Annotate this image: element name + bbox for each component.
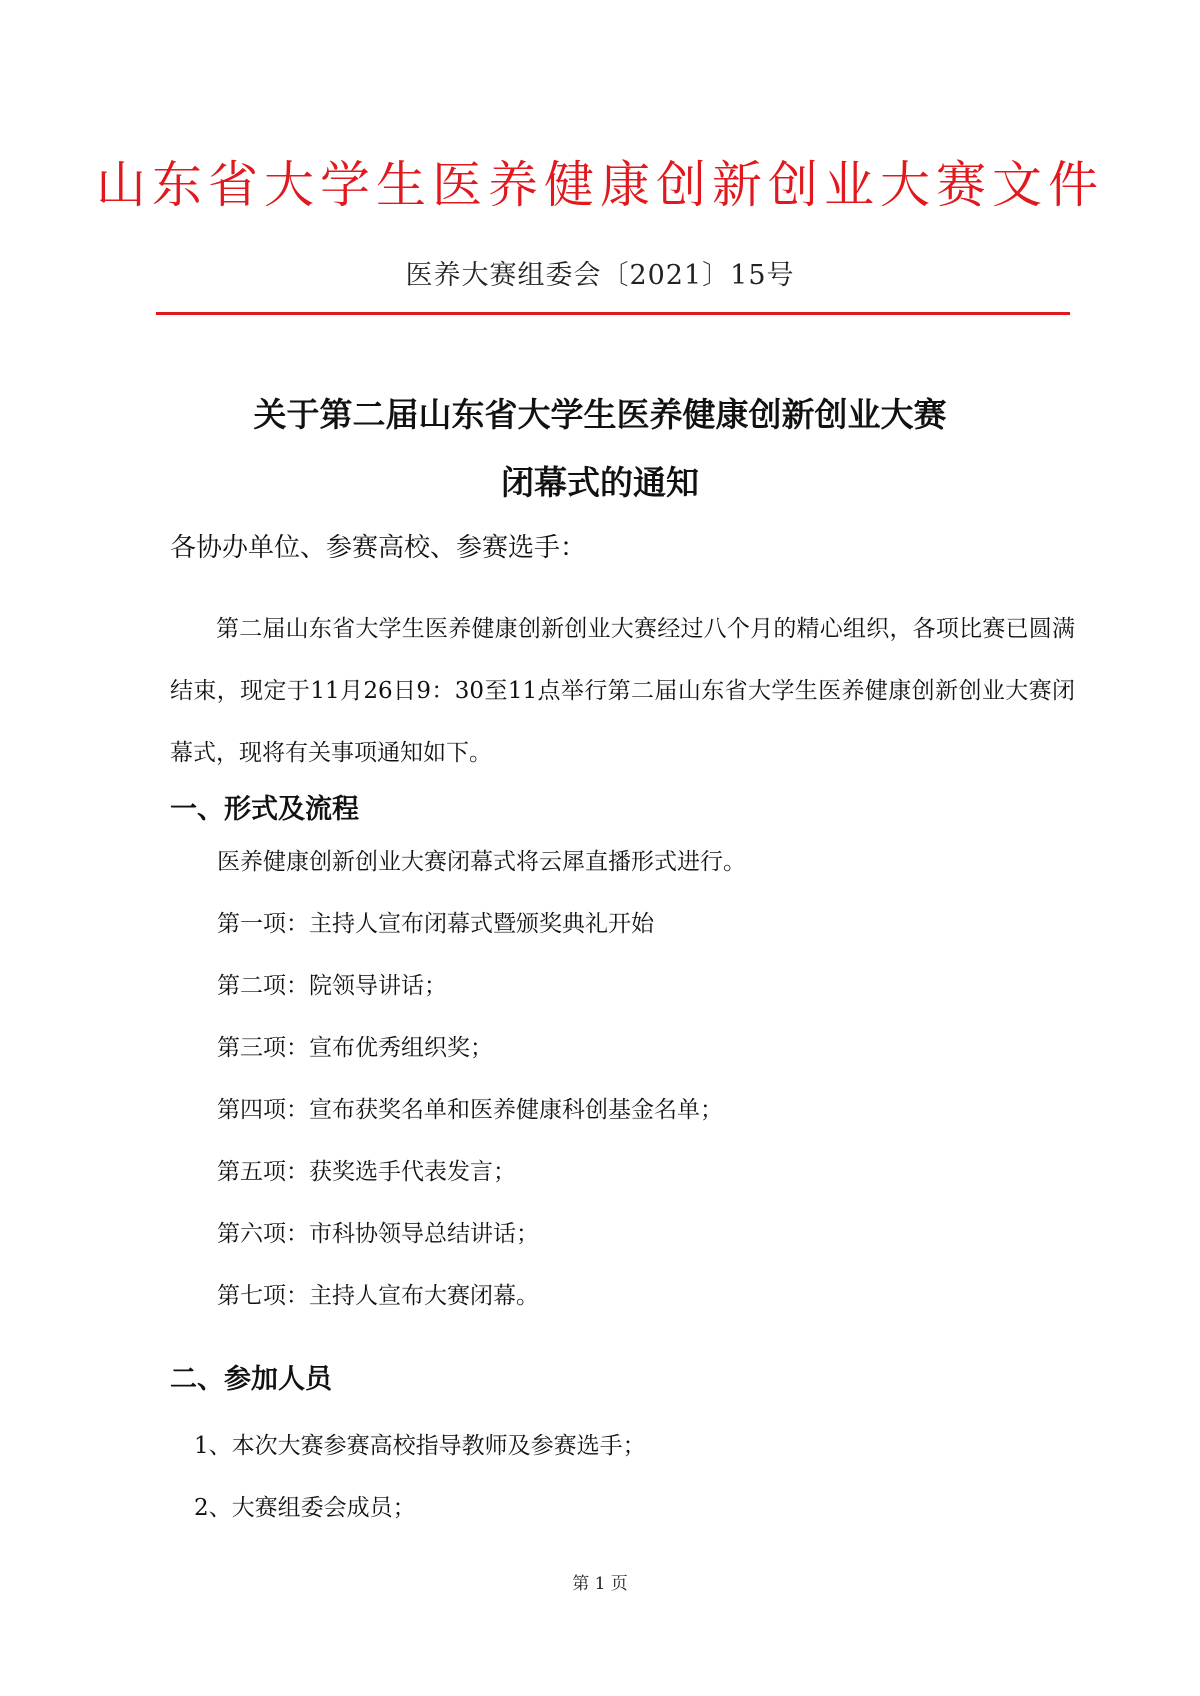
page-number: 第 1 页	[572, 1574, 628, 1594]
agenda-item-4: 第四项：宣布获奖名单和医养健康科创基金名单；	[217, 1097, 723, 1123]
agenda-item-7: 第七项：主持人宣布大赛闭幕。	[217, 1283, 539, 1309]
format-line: 医养健康创新创业大赛闭幕式将云犀直播形式进行。	[217, 849, 746, 875]
agenda-item-2: 第二项：院领导讲话；	[217, 973, 447, 999]
notice-title-line-2: 闭幕式的通知	[501, 463, 699, 502]
document-number: 医养大赛组委会〔2021〕15号	[405, 260, 795, 291]
intro-paragraph: 第二届山东省大学生医养健康创新创业大赛经过八个月的精心组织，各项比赛已圆满结束，现定于11月26日9：30至11点举行第二届山东省大学生医养健康创新创业大赛闭幕式，现将有关事项通知如下。	[170, 616, 1075, 766]
section-heading-format: 一、形式及流程	[170, 794, 359, 825]
agenda-item-6: 第六项：市科协领导总结讲话；	[217, 1221, 539, 1247]
participant-item-2: 2、大赛组委会成员；	[194, 1495, 416, 1521]
document-header-title: 山东省大学生医养健康创新创业大赛文件	[96, 156, 1104, 214]
notice-title-line-1: 关于第二届山东省大学生医养健康创新创业大赛	[253, 395, 947, 434]
header-divider	[156, 312, 1070, 315]
agenda-item-5: 第五项：获奖选手代表发言；	[217, 1159, 516, 1185]
agenda-item-3: 第三项：宣布优秀组织奖；	[217, 1035, 493, 1061]
section-heading-participants: 二、参加人员	[170, 1364, 332, 1395]
salutation: 各协办单位、参赛高校、参赛选手：	[170, 533, 587, 563]
agenda-item-1: 第一项：主持人宣布闭幕式暨颁奖典礼开始	[217, 911, 654, 937]
participant-item-1: 1、本次大赛参赛高校指导教师及参赛选手；	[194, 1433, 646, 1459]
